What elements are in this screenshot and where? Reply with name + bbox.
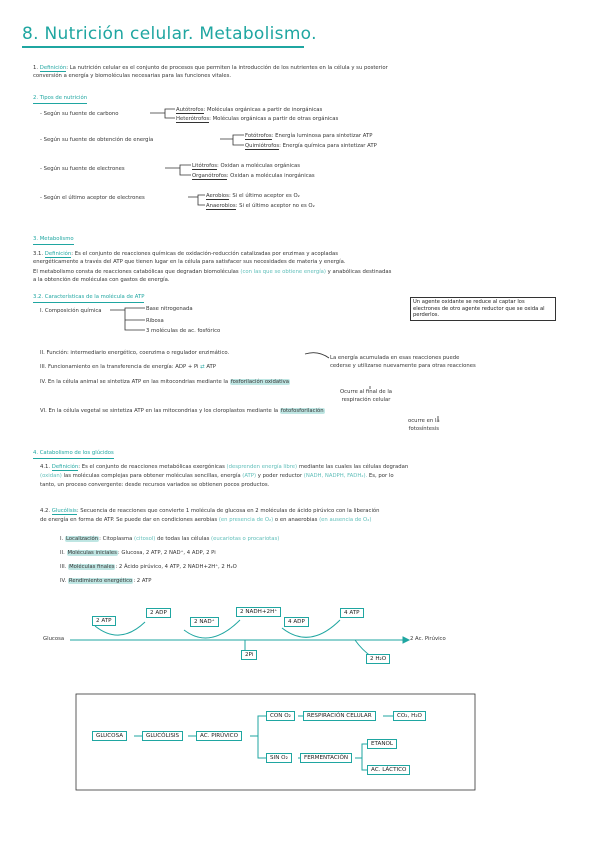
- diagram-end-pyruvic: 2 Ac. Pirúvico: [410, 636, 446, 642]
- atp-transfer: III. Funcionamiento en la transferencia de energía: ADP + Pi ⇄ ATP: [40, 364, 216, 370]
- section-number: 1.: [33, 65, 39, 71]
- metabolism-definition-4: a la obtención de moléculas con gastos de energía.: [33, 277, 170, 283]
- catabolism-definition: 4.1. Definición: Es el conjunto de reacciones metabólicas exergónicas (desprenden energía libre) mediante las cuales las células degradan: [40, 464, 409, 470]
- section-heading-metabolism: 3. Metabolismo: [33, 236, 74, 245]
- flow-con-o2: CON O₂: [266, 711, 295, 721]
- type-autotrofos: Autótrofos: Moléculas orgánicas a partir de inorgánicas: [176, 107, 323, 113]
- criterion-electrons: - Según su fuente de electrones: [40, 166, 125, 172]
- flow-co2-h2o: CO₂, H₂O: [393, 711, 426, 721]
- flow-fermentacion: FERMENTACIÓN: [300, 753, 352, 763]
- diagram-2atp-in: 2 ATP: [92, 616, 116, 626]
- section-heading-nutrition-types: 2. Tipos de nutrición: [33, 95, 87, 104]
- atp-plant: VI. En la célula vegetal se sintetiza ATP en las mitocondrias y los cloroplastos mediante la fotofosforilación: [40, 408, 324, 414]
- type-anaerobios: Anaerobios: Si el último aceptor no es O₂: [206, 203, 315, 209]
- atp-energy-note-1: La energía acumulada en esas reacciones puede: [330, 355, 460, 361]
- definition-term: Definición: [39, 65, 67, 71]
- oxidative-note: Ocurre al final de la respiración celular: [340, 389, 393, 403]
- atp-composition-label: I. Composición química: [40, 308, 102, 314]
- flow-sin-o2: SIN O₂: [266, 753, 292, 763]
- atp-energy-note-2: cederse y utilizarse nuevamente para otras reacciones: [330, 363, 476, 369]
- flow-respiracion: RESPIRACIÓN CELULAR: [303, 711, 376, 721]
- glycolysis-definition-2: de energía en forma de ATP. Se puede dar en condiciones aerobias (en presencia de O₂) o en anaerobias (en ausencia de O₂): [40, 517, 372, 523]
- catabolism-definition-2: (oxidan) las moléculas complejas para obtener moléculas sencillas, energía (ATP) y poder reductor (NADH, NADPH, FADH₂). Es, por lo: [40, 473, 394, 479]
- atp-component-phosphoric: 3 moléculas de ac. fosfórico: [146, 328, 221, 334]
- definition-text: : La nutrición celular es el conjunto de procesos que permiten la introducción de los nutrientes en la célula y su posterior: [66, 65, 388, 71]
- page-title: 8. Nutrición celular. Metabolismo.: [22, 24, 317, 44]
- type-litotrofos: Litótrofos: Oxidan a moléculas orgánicas: [192, 163, 301, 169]
- type-fototrofos: Fotótrofos: Energía luminosa para sintetizar ATP: [245, 133, 373, 139]
- atp-component-base: Base nitrogenada: [146, 306, 193, 312]
- glycolysis-yield: IV. Rendimiento energético: 2 ATP: [60, 578, 152, 584]
- type-organotrofos: Organótrofos: Oxidan a moléculas inorgánicas: [192, 173, 315, 179]
- diagram-2nad-in: 2 NAD⁺: [190, 617, 219, 627]
- photophosphorylation-note: ocurre en la fotosíntesis: [408, 418, 440, 432]
- diagram-2nadh-out: 2 NADH+2H⁺: [236, 607, 281, 617]
- type-quimiotrofos: Quimiótrofos: Energía química para sintetizar ATP: [245, 143, 377, 149]
- metabolism-definition-2: energéticamente a través del ATP que tienen lugar en la célula para satisfacer sus necesidades de materia y energía.: [33, 259, 346, 265]
- criterion-energy: - Según su fuente de obtención de energía: [40, 137, 154, 143]
- metabolism-definition-3: El metabolismo consta de reacciones catabólicas que degradan biomoléculas (con las que se obtiene energía) y anabólicas destinadas: [33, 269, 392, 275]
- glycolysis-final: III. Moléculas finales: 2 Ácido pirúvico, 4 ATP, 2 NADH+2H⁺, 2 H₂O: [60, 564, 237, 570]
- flow-glucolisis: GLUCÓLISIS: [142, 731, 183, 741]
- diagram-2pi-in: 2Pi: [241, 650, 257, 660]
- type-aerobios: Aerobios: Si el último aceptor es O₂: [206, 193, 300, 199]
- catabolism-definition-3: tanto, un proceso convergente: desde recursos variados se obtienen pocos productos.: [40, 482, 270, 488]
- glycolysis-location: I. Localización: Citoplasma (citosol) de todas las células (eucariotas o procariotas): [60, 536, 280, 542]
- criterion-carbon: - Según su fuente de carbono: [40, 111, 119, 117]
- atp-heading: 3.2. Características de la molécula de ATP: [33, 294, 144, 303]
- diagram-start-glucose: Glucosa: [43, 636, 65, 642]
- metabolism-definition: 3.1. Definición: Es el conjunto de reacciones químicas de oxidación-reducción catalizadas por enzimas y acopladas: [33, 251, 339, 257]
- diagram-4atp-out: 4 ATP: [340, 608, 364, 618]
- flow-pyruvic: AC. PIRÚVICO: [196, 731, 242, 741]
- diagram-4adp-in: 4 ADP: [284, 617, 309, 627]
- atp-animal: IV. En la célula animal se sintetiza ATP en las mitocondrias mediante la fosforilación oxidativa: [40, 379, 290, 385]
- type-heterotrofos: Heterótrofos: Moléculas orgánicas a partir de otras orgánicas: [176, 116, 339, 122]
- glycolysis-definition: 4.2. Glucólisis: Secuencia de reacciones que convierte 1 molécula de glucosa en 2 moléculas de ácido pirúvico con la liberación: [40, 508, 380, 514]
- atp-function: II. Función: intermediario energético, coenzima o regulador enzimático.: [40, 350, 230, 356]
- flow-lactico: AC. LÁCTICO: [367, 765, 410, 775]
- definition-continuation: conversión a energía y biomoléculas necesarias para las funciones vitales.: [33, 73, 232, 79]
- section-heading-catabolism: 4. Catabolismo de los glúcidos: [33, 450, 114, 459]
- glycolysis-initial: II. Moléculas iniciales: Glucosa, 2 ATP, 2 NAD⁺, 4 ADP, 2 Pi: [60, 550, 216, 556]
- diagram-2adp-out: 2 ADP: [146, 608, 171, 618]
- diagram-2h2o-out: 2 H₂O: [366, 654, 390, 664]
- flow-etanol: ETANOL: [367, 739, 397, 749]
- oxidant-note-box: Un agente oxidante se reduce al captar los electrones de otro agente reductor que se oxida al perderlos.: [410, 297, 556, 321]
- flow-glucosa: GLUCOSA: [92, 731, 127, 741]
- criterion-acceptor: - Según el último aceptor de electrones: [40, 195, 145, 201]
- atp-component-ribosa: Ribosa: [146, 318, 164, 324]
